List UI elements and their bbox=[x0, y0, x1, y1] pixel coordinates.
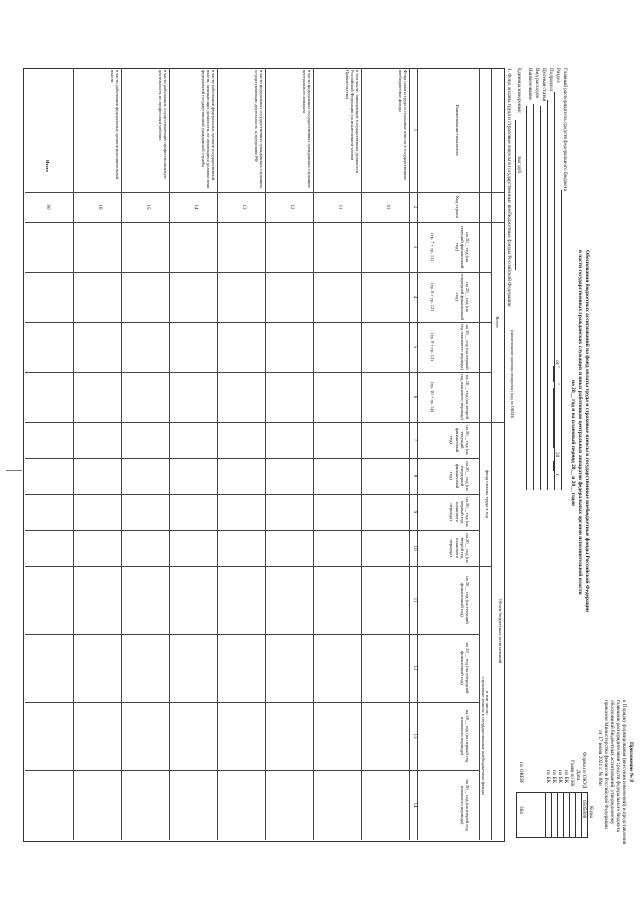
unit-label: Единица измерения: bbox=[516, 68, 522, 114]
table-row-label-2: в том числе: замещающие государственные должности Российской Федерации (за исключением членов Правительства) bbox=[345, 70, 360, 173]
table-row-label-total: Итого bbox=[45, 160, 50, 172]
table-row-code-1: 01 bbox=[385, 204, 390, 210]
codes-row-date: Дата bbox=[575, 770, 581, 781]
col-num-1: 1 bbox=[412, 128, 417, 132]
okud-value: 0505808 bbox=[581, 800, 587, 819]
field-razdel: Раздел bbox=[555, 68, 561, 83]
col-num-4: 4 bbox=[412, 295, 417, 299]
table-row-label-5: в части работников федеральных органов государственной власти, замещающих должности, не являющиеся должностями федеральной государственной гражданской службы bbox=[201, 70, 216, 189]
col-header-4: на 20__ год (на очередной финансовый год) bbox=[454, 274, 470, 320]
col-num-7: 7 bbox=[412, 438, 417, 442]
table-row-code-6: 15 bbox=[145, 204, 150, 210]
scan-mark bbox=[6, 470, 22, 471]
col-header-6: на 20__ год (на второй год планового периода) bbox=[459, 374, 470, 420]
col-header-9: на 20__ год (на первый год планового периода) bbox=[449, 497, 470, 527]
table-row-code-4: 13 bbox=[241, 204, 246, 210]
col-num-12: 12 bbox=[412, 665, 417, 671]
section-1-title: 1. Фонд оплаты труда и страховые взносы в государственные внебюджетные фонды Российской Федерации bbox=[506, 68, 512, 307]
table-row-label-1: Фонд оплаты труда и страховые взносы в государственные внебюджетные фонды bbox=[398, 70, 408, 181]
col-header-13: на 20__ год (на первый год планового периода) bbox=[459, 709, 470, 763]
col-name-header: Наименование показателя bbox=[455, 104, 460, 156]
date-suffix: г. bbox=[554, 474, 560, 477]
field-tselevaya: Целевая статья bbox=[541, 68, 547, 102]
col-code-header: Код строки bbox=[455, 196, 460, 218]
table-row-code-3: 12 bbox=[289, 204, 294, 210]
codes-header: Коды bbox=[588, 806, 594, 818]
col-num-13: 13 bbox=[412, 733, 417, 739]
col-header-14: на 20__ год (на второй год планового периода) bbox=[459, 779, 470, 831]
col-num-5: 5 bbox=[412, 345, 417, 349]
field-grbs: Главный распорядитель средств федерального бюджета bbox=[562, 68, 568, 192]
col-header-7: на 20__ год (на текущий финансовый год) bbox=[449, 425, 470, 455]
form-title-line-3: на 20__ год и на плановый период 20__ и 20__ годов bbox=[570, 380, 576, 506]
col-num-11: 11 bbox=[412, 597, 417, 603]
col-header-10: на 20__ год (на второй год планового периода) bbox=[449, 533, 470, 563]
date-middle: " bbox=[554, 383, 560, 386]
col-num-10: 10 bbox=[412, 545, 417, 551]
table-row-code-2: 11 bbox=[337, 204, 342, 210]
okei-value: 384 bbox=[518, 806, 524, 814]
group-budget-header: Объем бюджетных ассигнований bbox=[498, 598, 503, 664]
okud-label: Форма по ОКУД bbox=[581, 752, 587, 789]
col-num-14: 14 bbox=[412, 802, 417, 808]
form-title-line-1: Обоснования бюджетных ассигнований на фонд оплаты труда и страховые взносы в государственные внебюджетные фонды Российской Федерации bbox=[584, 250, 590, 612]
appendix-title: Приложение № 8 bbox=[628, 742, 634, 782]
field-podrazdel: Подраздел bbox=[548, 68, 554, 92]
field-vid-rashodov: Вид расходов bbox=[534, 68, 540, 98]
col-num-9: 9 bbox=[412, 510, 417, 514]
appendix-line-5: от 17 июня 2021 г. № 86н bbox=[597, 730, 603, 786]
table-row-label-4: в части федеральных государственных гражданских служащих, осуществляющих деятельность за пределами РФ bbox=[254, 70, 264, 190]
codes-row-bk-4: по БК bbox=[545, 770, 551, 784]
col-formula-4: (гр. 8 + гр. 12) bbox=[430, 283, 435, 311]
codes-row-bk-1: по БК bbox=[563, 770, 569, 784]
col-header-3: на 20__ год (на текущий финансовый год) bbox=[454, 225, 470, 269]
okei-label: по ОКЕИ bbox=[518, 762, 524, 783]
appendix-line-2: главными распорядителями средств федерального бюджета bbox=[615, 700, 621, 832]
appendix-line-1: к Порядку формирования (внесения изменений) и представления bbox=[621, 700, 627, 845]
date-prefix: от " bbox=[554, 360, 560, 369]
group-incl-header: в том числе: bbox=[485, 691, 490, 715]
col-header-8: на 20__ год (на очередной финансовый год) bbox=[449, 461, 470, 491]
col-header-12: на 20__ год (на очередной финансовый год) bbox=[459, 642, 470, 694]
unit-value: тыс руб bbox=[516, 156, 522, 174]
group-total-header: Всего bbox=[495, 316, 500, 328]
table-row-label-3: в части федеральных государственных гражданских служащих центрального аппарата bbox=[302, 70, 312, 188]
col-num-8: 8 bbox=[412, 474, 417, 478]
col-header-5: на 20__ год (на первый год планового периода) bbox=[459, 324, 470, 370]
field-naimenovanie: Наименование bbox=[527, 68, 533, 101]
col-formula-3: (гр. 7 + гр. 11) bbox=[430, 233, 435, 261]
table-row-code-5: 14 bbox=[193, 204, 198, 210]
table-row-label-7: в части работников федеральных органов исполнительной власти bbox=[110, 70, 120, 180]
group-ins-header: страховые взносы в государственные внебюджетные фонды bbox=[481, 677, 486, 795]
col-header-11: на 20__ год (на текущий финансовый год) bbox=[459, 576, 470, 624]
table-row-code-total: 90 bbox=[45, 204, 50, 210]
codes-row-glava: Глава по БК bbox=[569, 760, 575, 787]
date-year: 20 bbox=[554, 452, 560, 458]
codes-box bbox=[516, 792, 588, 838]
form-title-line-2: в части государственных гражданских служащих и иных работников центральных аппаратов федеральных органов исполнительной власти bbox=[577, 250, 583, 595]
col-formula-5: (гр. 9 + гр. 13) bbox=[430, 333, 435, 361]
table-row-code-7: 16 bbox=[97, 204, 102, 210]
codes-row-bk-2: по БК bbox=[557, 770, 563, 784]
col-num-2: 2 bbox=[412, 205, 417, 209]
group-fot-header: фонд оплаты труда в год bbox=[485, 470, 490, 518]
table-row-label-6: в части работников, осуществляющих профессиональную деятельность по профессиям рабочих bbox=[158, 70, 168, 179]
col-num-3: 3 bbox=[412, 245, 417, 249]
col-formula-6: (гр. 10 + гр. 14) bbox=[430, 381, 435, 413]
col-num-6: 6 bbox=[412, 395, 417, 399]
appendix-line-3: обоснований бюджетных ассигнований, утвержденному bbox=[609, 700, 615, 825]
appendix-line-4: приказом Министерства финансов Российской Федерации bbox=[603, 700, 609, 829]
unit-note: (наименование единицы измерения) (код по ОКЕИ) bbox=[510, 330, 515, 419]
codes-row-bk-3: по БК bbox=[551, 770, 557, 784]
